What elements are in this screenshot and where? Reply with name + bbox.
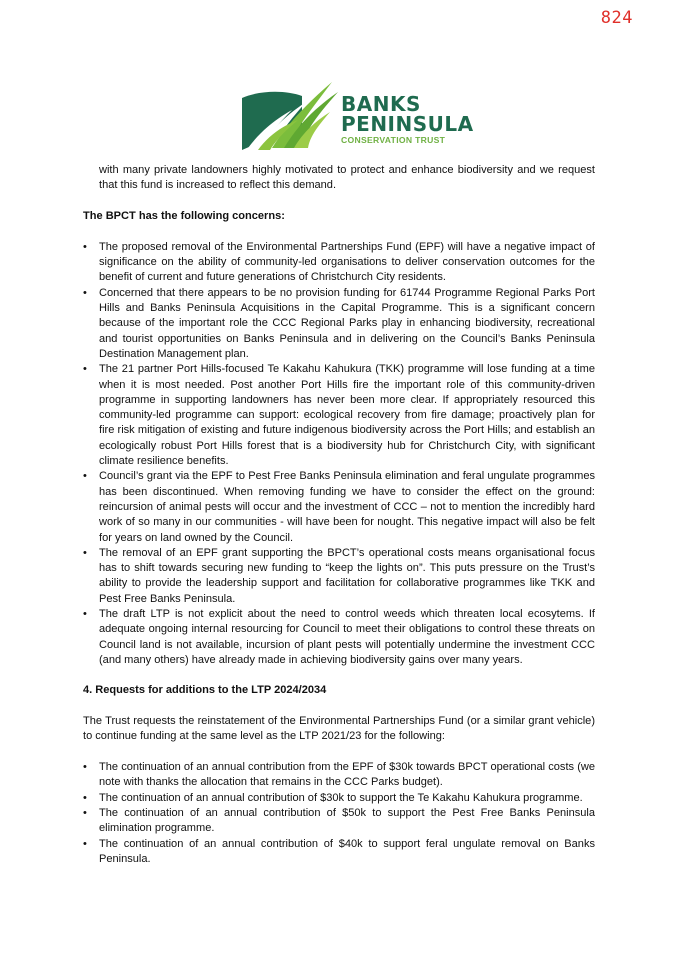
concern-item: • The proposed removal of the Environmental Partnerships Fund (EPF) will have a negative impact of significance on the ability of community-led organisations to deliver conservation outcomes for the benefit of current and future generations of Christchurch City residents. <box>83 240 595 286</box>
request-item: • The continuation of an annual contribution of $30k to support the Te Kakahu Kahukura programme. <box>83 791 595 806</box>
concerns-heading: The BPCT has the following concerns: <box>83 209 285 222</box>
logo-wordmark-banks: BANKS <box>341 92 421 116</box>
intro-continuation-paragraph: with many private landowners highly motivated to protect and enhance biodiversity and we request that this fund is increased to reflect this demand. <box>99 164 595 192</box>
concern-item: • The 21 partner Port Hills-focused Te Kakahu Kahukura (TKK) programme will lose funding at a time when it is most needed. Post another Port Hills fire the important role of this community-driven programme in supporting landowners has never been more clear. If appropriately resourced this community-led programme can support: ecological recovery from fire damage; proactively plan for fire risk mitigation of existing and future indigenous biodiversity across the Port Hills; and establish an ecologically robust Port Hills forest that is a biodiversity hub for Christchurch City, with significant climate resilience benefits. <box>83 362 595 469</box>
request-item: • The continuation of an annual contribution of $50k to support the Pest Free Banks Peninsula elimination programme. <box>83 806 595 837</box>
grass-emblem-icon <box>238 76 342 152</box>
logo-wordmark-peninsula: PENINSULA <box>341 112 474 136</box>
concern-item: • The removal of an EPF grant supporting the BPCT’s operational costs means organisational focus has to shift towards securing new funding to “keep the lights on”. This puts pressure on the Trust’s ability to provide the leadership support and facilitation for collaborative programmes like TKK and Pest Free Banks Peninsula. <box>83 546 595 607</box>
concern-item: • Concerned that there appears to be no provision funding for 61744 Programme Regional Parks Port Hills and Banks Peninsula Acquisitions in the Capital Programme. This is a significant concern because of the important role the CCC Regional Parks play in enhancing biodiversity, recreational and tourist opportunities on Banks Peninsula and in delivering on the Council’s Banks Peninsula Destination Management plan. <box>83 286 595 362</box>
requests-list <box>83 760 595 867</box>
document-body <box>83 163 595 867</box>
concerns-list <box>83 240 595 668</box>
logo-wordmark-conservation-trust: CONSERVATION TRUST <box>341 135 446 145</box>
page-number: 824 <box>600 8 633 28</box>
requests-heading: 4. Requests for additions to the LTP 2024/2034 <box>83 684 327 697</box>
request-item: • The continuation of an annual contribution of $40k to support feral ungulate removal on Banks Peninsula. <box>83 837 595 868</box>
banks-peninsula-conservation-trust-logo <box>238 76 474 152</box>
concern-item: • Council’s grant via the EPF to Pest Free Banks Peninsula elimination and feral ungulate programmes has been discontinued. When removing funding we have to consider the effect on the ground: reincursion of animal pests will occur and the investment of CCC – not to mention the incredibly hard work of so many in our communities - will have been for nought. This negative impact will also be felt for years on land owned by the Council. <box>83 469 595 545</box>
concern-item: • The draft LTP is not explicit about the need to control weeds which threaten local ecosytems. If adequate ongoing internal resourcing for Council to meet their obligations to control these threats on Council land is not available, incursion of plant pests will potentially undermine the investment CCC (and many others) have already made in achieving biodiversity gains over many years. <box>83 607 595 668</box>
request-item: • The continuation of an annual contribution from the EPF of $30k towards BPCT operational costs (we note with thanks the allocation that remains in the CCC Parks budget). <box>83 760 595 791</box>
requests-intro-paragraph: The Trust requests the reinstatement of the Environmental Partnerships Fund (or a similar grant vehicle) to continue funding at the same level as the LTP 2021/23 for the following: <box>83 714 595 742</box>
